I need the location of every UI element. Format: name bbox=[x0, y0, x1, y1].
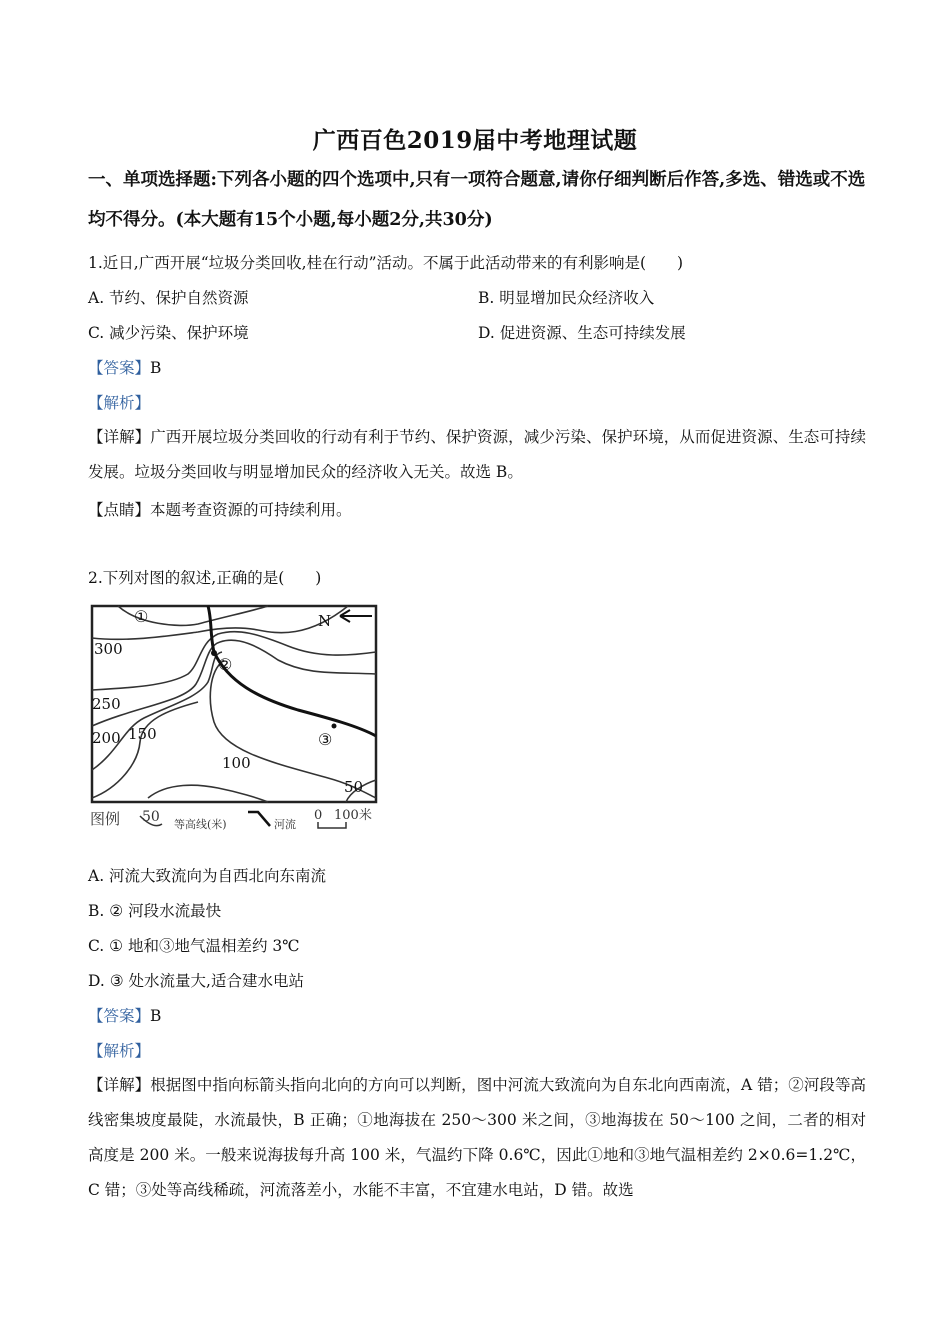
question-1-note bbox=[88, 499, 352, 521]
river-point bbox=[332, 724, 337, 729]
question-1-option-c: C. 减少污染、保护环境 bbox=[88, 324, 249, 342]
question-2-answer bbox=[88, 1005, 161, 1027]
question-1-detail bbox=[88, 420, 866, 490]
contour-label: 50 bbox=[344, 778, 364, 796]
question-2-stem: 2.下列对图的叙述,正确的是( ) bbox=[88, 569, 322, 587]
question-2-option-a: A. 河流大致流向为自西北向东南流 bbox=[88, 867, 327, 885]
point-2-label: ② bbox=[218, 655, 233, 674]
detail-text: 根据图中指向标箭头指向北向的方向可以判断，图中河流大致流向为自东北向西南流，A 错；②河段等高线密集坡度最陡，水流最快，B 正确；①地海拔在 250～300 米之间，③地海拔在 50～100 之间，二者的相对高度是 200 米。一般来说海拔每升高 100 米，气温约下降 0.6℃，因此①地和③地气温相差约 2×0.6=1.2℃，C 错；③处等高线稀疏，河流落差小，水能不丰富，不宜建水电站，D 错。故选 bbox=[88, 1076, 866, 1199]
question-2-option-d: D. ③ 处水流量大,适合建水电站 bbox=[88, 972, 304, 990]
detail-tag: 【详解】 bbox=[88, 428, 151, 446]
page-title: 广西百色2019届中考地理试题 bbox=[312, 127, 638, 154]
scale-start: 0 bbox=[314, 808, 323, 823]
question-1-stem: 1.近日,广西开展“垃圾分类回收,桂在行动”活动。不属于此活动带来的有利影响是( ) bbox=[88, 254, 684, 272]
contour-label: 300 bbox=[94, 640, 123, 658]
contour-label: 200 bbox=[92, 729, 121, 747]
north-label: N bbox=[318, 612, 332, 630]
analysis-tag: 【解析】 bbox=[88, 394, 151, 412]
question-1-answer bbox=[88, 357, 161, 379]
map-frame bbox=[92, 606, 376, 802]
river-point bbox=[211, 650, 217, 656]
contour-line bbox=[92, 702, 198, 798]
section-heading: 一、单项选择题:下列各小题的四个选项中,只有一项符合题意,请你仔细判断后作答,多选、错选或不选均不得分。(本大题有15个小题,每小题2分,共30分) bbox=[88, 170, 866, 230]
question-1-analysis bbox=[88, 392, 150, 414]
legend-river-label: 河流 bbox=[274, 818, 296, 831]
answer-tag: 【答案】 bbox=[88, 1007, 151, 1025]
scale-end: 100米 bbox=[334, 808, 372, 823]
question-2-detail bbox=[88, 1068, 866, 1208]
question-2-option-b: B. ② 河段水流最快 bbox=[88, 902, 222, 920]
question-1-option-b: B. 明显增加民众经济收入 bbox=[478, 289, 655, 307]
legend-river-symbol bbox=[248, 812, 270, 826]
question-1-option-a: A. 节约、保护自然资源 bbox=[88, 289, 249, 307]
contour-line bbox=[92, 640, 376, 726]
answer-tag: 【答案】 bbox=[88, 359, 151, 377]
legend-contour-label: 等高线(米) bbox=[174, 818, 227, 831]
note-text: 本题考查资源的可持续利用。 bbox=[150, 501, 352, 519]
legend-contour-value: 50 bbox=[142, 809, 160, 825]
answer-value: B bbox=[150, 1007, 162, 1025]
question-2-option-c: C. ① 地和③地气温相差约 3℃ bbox=[88, 937, 300, 955]
contour-label: 100 bbox=[222, 754, 251, 772]
river bbox=[208, 606, 376, 736]
legend-title: 图例 bbox=[90, 810, 121, 828]
point-1-label: ① bbox=[134, 607, 149, 626]
note-tag: 【点睛】 bbox=[88, 501, 151, 519]
detail-text: 广西开展垃圾分类回收的行动有利于节约、保护资源，减少污染、保护环境，从而促进资源、生态可持续发展。垃圾分类回收与明显增加民众的经济收入无关。故选 B。 bbox=[88, 428, 866, 481]
question-1-option-d: D. 促进资源、生态可持续发展 bbox=[478, 324, 686, 342]
answer-value: B bbox=[150, 359, 162, 377]
question-2-analysis bbox=[88, 1040, 150, 1062]
contour-label: 250 bbox=[92, 695, 121, 713]
contour-label: 150 bbox=[128, 725, 157, 743]
analysis-tag: 【解析】 bbox=[88, 1042, 151, 1060]
point-3-label: ③ bbox=[318, 730, 333, 749]
contour-line bbox=[92, 606, 348, 639]
contour-map bbox=[88, 602, 380, 832]
detail-tag: 【详解】 bbox=[88, 1076, 151, 1094]
contour-line bbox=[148, 785, 268, 802]
